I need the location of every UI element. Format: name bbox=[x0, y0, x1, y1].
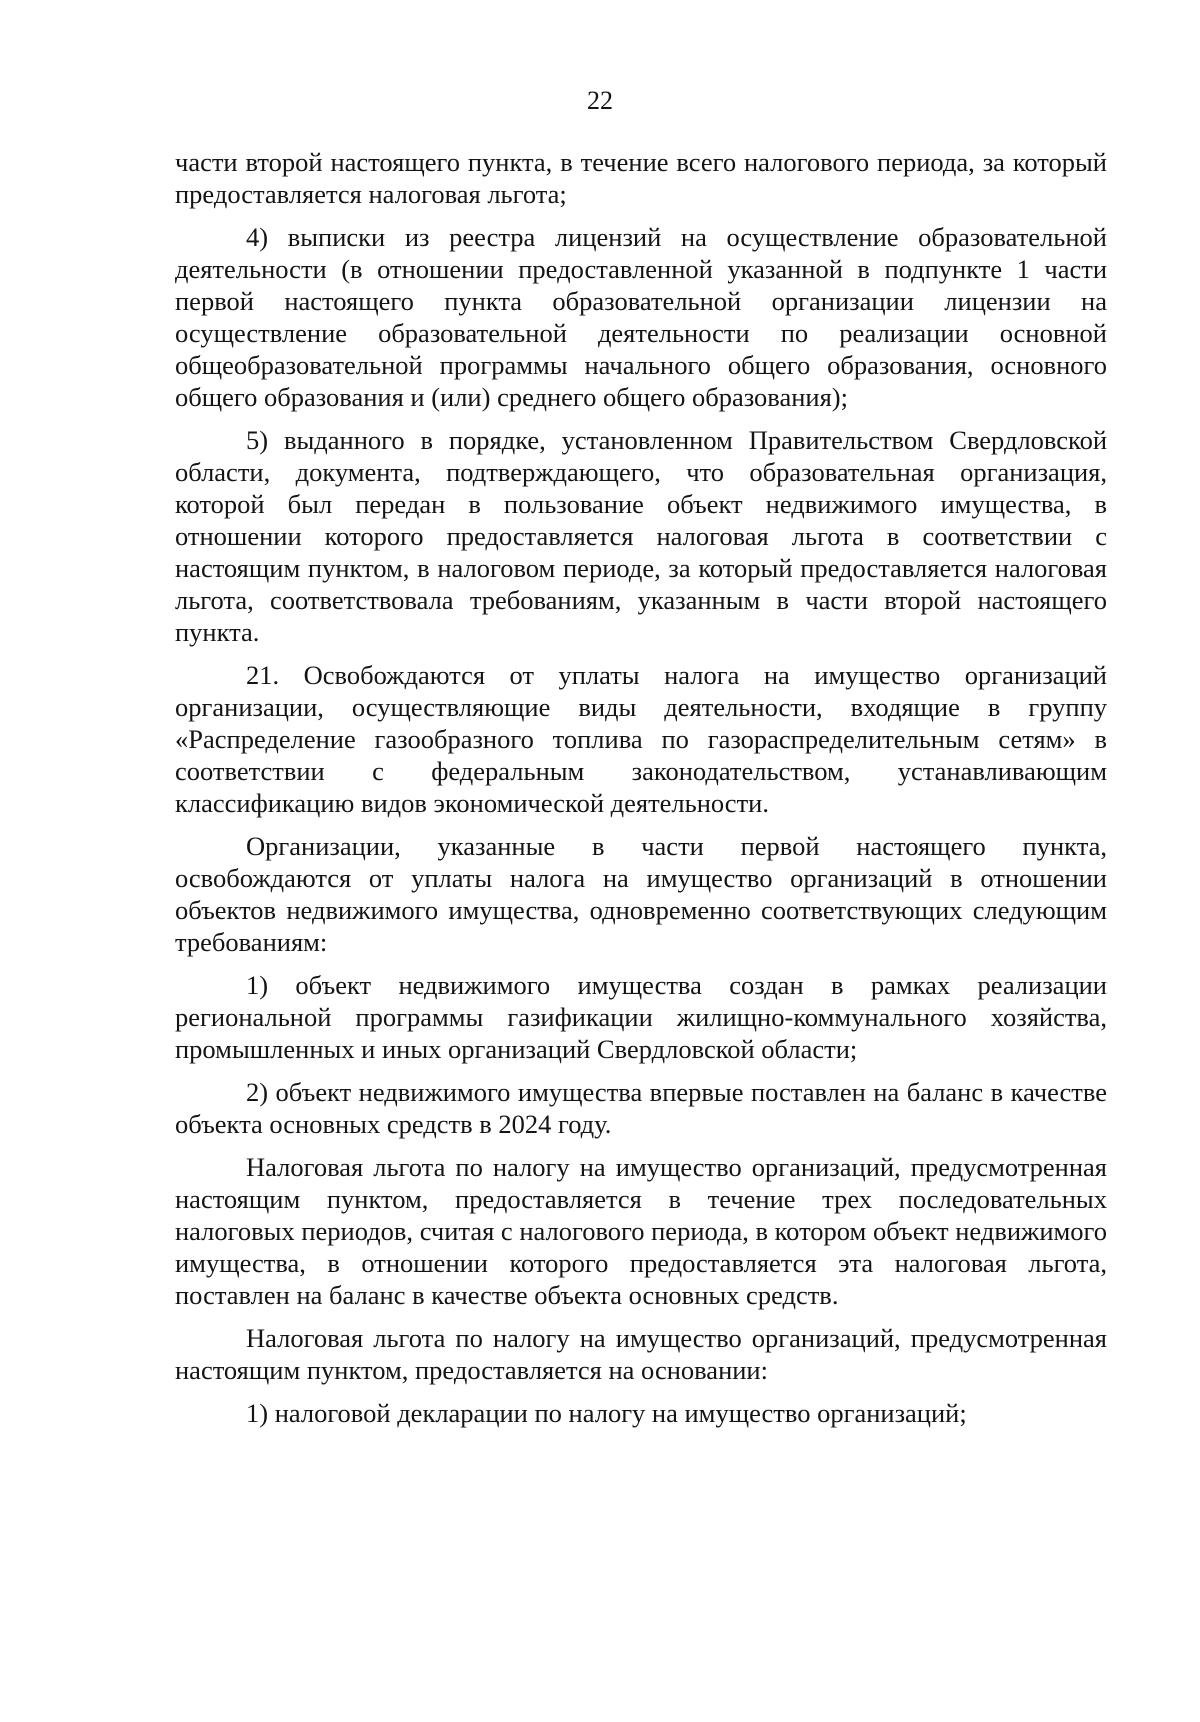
page-number: 22 bbox=[587, 86, 613, 115]
document-body bbox=[175, 146, 1107, 1429]
paragraph-basis-item-1: 1) налоговой декларации по налогу на имущество организаций; bbox=[246, 1398, 967, 1428]
paragraph-requirement-2: 2) объект недвижимого имущества впервые поставлен на баланс в качестве объекта основных средств в 2024 году. bbox=[175, 1077, 1107, 1139]
paragraph-organizations-requirements: Организации, указанные в части первой настоящего пункта, освобождаются от уплаты налога на имущество организаций в отношении объектов недвижимого имущества, одновременно соответствующих следующим требованиям: bbox=[175, 831, 1107, 957]
paragraph-continuation: части второй настоящего пункта, в течение всего налогового периода, за который предоставляется налоговая льгота; bbox=[175, 147, 1107, 209]
paragraph-benefit-basis: Налоговая льгота по налогу на имущество организаций, предусмотренная настоящим пунктом, предоставляется на основании: bbox=[175, 1323, 1107, 1385]
paragraph-requirement-1: 1) объект недвижимого имущества создан в рамках реализации региональной программы газификации жилищно-коммунального хозяйства, промышленных и иных организаций Свердловской области; bbox=[175, 970, 1107, 1064]
paragraph-item-5: 5) выданного в порядке, установленном Правительством Свердловской области, документа, подтверждающего, что образовательная организация, которой был передан в пользование объект недвижимого имущества, в отношении которого предоставляется налоговая льгота в соответствии с настоящим пунктом, в налоговом периоде, за который предоставляется налоговая льгота, соответствовала требованиям, указанным в части второй настоящего пункта. bbox=[175, 425, 1107, 647]
paragraph-clause-21: 21. Освобождаются от уплаты налога на имущество организаций организации, осуществляющие виды деятельности, входящие в группу «Распределение газообразного топлива по газораспределительным сетям» в соответствии с федеральным законодательством, устанавливающим классификацию видов экономической деятельности. bbox=[175, 660, 1107, 818]
paragraph-item-4: 4) выписки из реестра лицензий на осуществление образовательной деятельности (в отношении предоставленной указанной в подпункте 1 части первой настоящего пункта образовательной организации лицензии на осуществление образовательной деятельности по реализации основной общеобразовательной программы начального общего образования, основного общего образования и (или) среднего общего образования); bbox=[175, 222, 1107, 412]
paragraph-benefit-period: Налоговая льгота по налогу на имущество организаций, предусмотренная настоящим пунктом, предоставляется в течение трех последовательных налоговых периодов, считая с налогового периода, в котором объект недвижимого имущества, в отношении которого предоставляется эта налоговая льгота, поставлен на баланс в качестве объекта основных средств. bbox=[175, 1152, 1107, 1310]
